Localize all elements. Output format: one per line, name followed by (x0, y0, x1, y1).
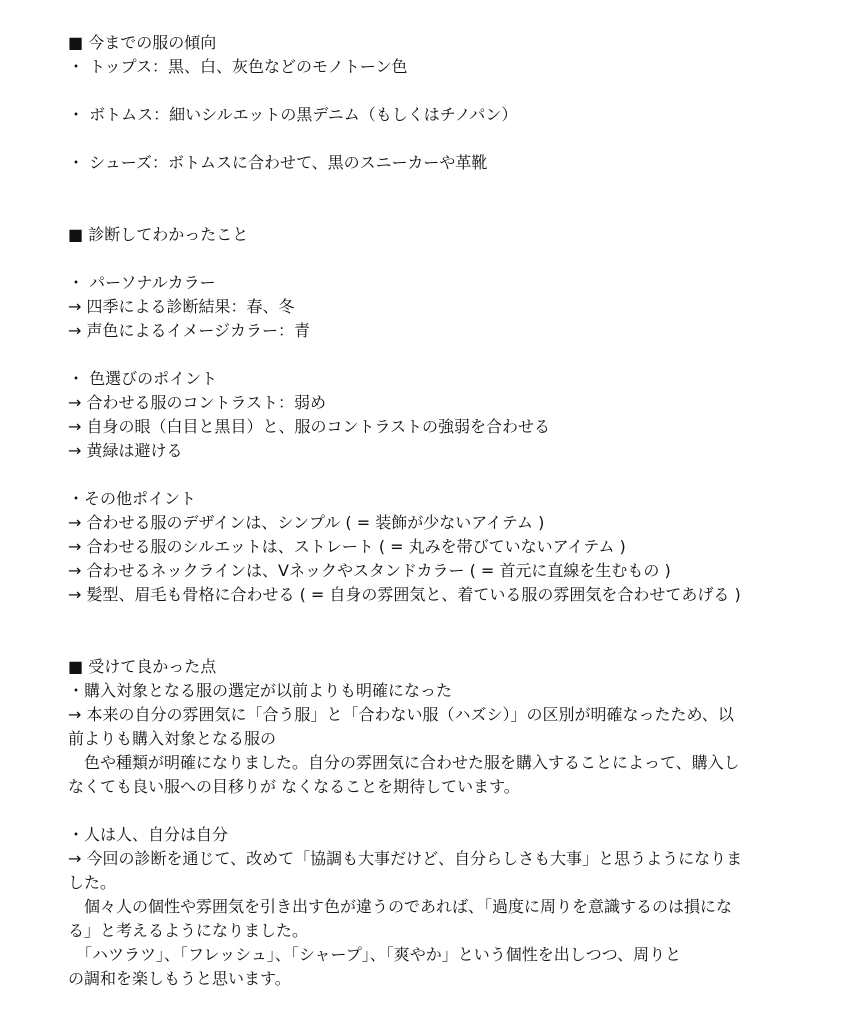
color-points-line: → 自身の眼（白目と黒目）と、服のコントラストの強弱を合わせる (68, 417, 551, 436)
document-body (68, 31, 816, 991)
benefit-body-line: → 本来の自分の雰囲気に「合う服」と「合わない服（ハズシ）」の区別が明確なったため、以 (68, 705, 734, 724)
other-points-line: → 合わせるネックラインは、Vネックやスタンドカラー ( = 首元に直線を生むもの ) (68, 561, 671, 580)
section-heading-diagnosis: ■ 診断してわかったこと (68, 225, 249, 244)
benefit-body-line: → 今回の診断を通じて、改めて「協調も大事だけど、自分らしさも大事」と思うようになりま (68, 849, 743, 868)
benefit-title-clear-selection: ・購入対象となる服の選定が以前よりも明確になった (68, 681, 453, 700)
section-heading-benefits: ■ 受けて良かった点 (68, 657, 217, 676)
other-points-line: → 合わせる服のデザインは、シンプル ( = 装飾が少ないアイテム ) (68, 513, 545, 532)
trend-item-bottoms: ・ ボトムス：細いシルエットの黒デニム（もしくはチノパン） (68, 105, 518, 124)
other-points-line: → 髪型、眉毛も骨格に合わせる ( = 自身の雰囲気と、着ている服の雰囲気を合わせてあげる ) (68, 585, 741, 604)
trend-item-shoes: ・ シューズ：ボトムスに合わせて、黒のスニーカーや革靴 (68, 153, 488, 172)
benefit-body-line: 「ハツラツ」、「フレッシュ」、「シャープ」、「爽やか」という個性を出しつつ、周りと (68, 945, 682, 964)
benefit-body-line: の調和を楽しもうと思います。 (68, 969, 291, 988)
benefit-body-line: なくても良い服への目移りが なくなることを期待しています。 (68, 777, 520, 796)
personal-color-line: → 四季による診断結果：春、冬 (68, 297, 295, 316)
section-heading-previous-trend: ■ 今までの服の傾向 (68, 33, 217, 52)
other-points-line: → 合わせる服のシルエットは、ストレート ( = 丸みを帯びていないアイテム ) (68, 537, 626, 556)
other-points-title: ・その他ポイント (68, 489, 197, 508)
color-points-line: → 合わせる服のコントラスト：弱め (68, 393, 327, 412)
benefit-body-line: した。 (68, 873, 117, 892)
benefit-body-line: 前よりも購入対象となる服の (68, 729, 277, 748)
personal-color-line: → 声色によるイメージカラー：青 (68, 321, 311, 340)
personal-color-title: ・ パーソナルカラー (68, 273, 216, 292)
color-points-title: ・ 色選びのポイント (68, 369, 218, 388)
color-points-line: → 黄緑は避ける (68, 441, 183, 460)
benefit-body-line: る」と考えるようになりました。 (68, 921, 309, 940)
benefit-title-self: ・人は人、自分は自分 (68, 825, 229, 844)
benefit-body-line: 個々人の個性や雰囲気を引き出す色が違うのであれば、「過度に周りを意識するのは損にな (68, 897, 733, 916)
trend-item-tops: ・ トップス：黒、白、灰色などのモノトーン色 (68, 57, 408, 76)
benefit-body-line: 色や種類が明確になりました。自分の雰囲気に合わせた服を購入することによって、購入し (68, 753, 740, 772)
